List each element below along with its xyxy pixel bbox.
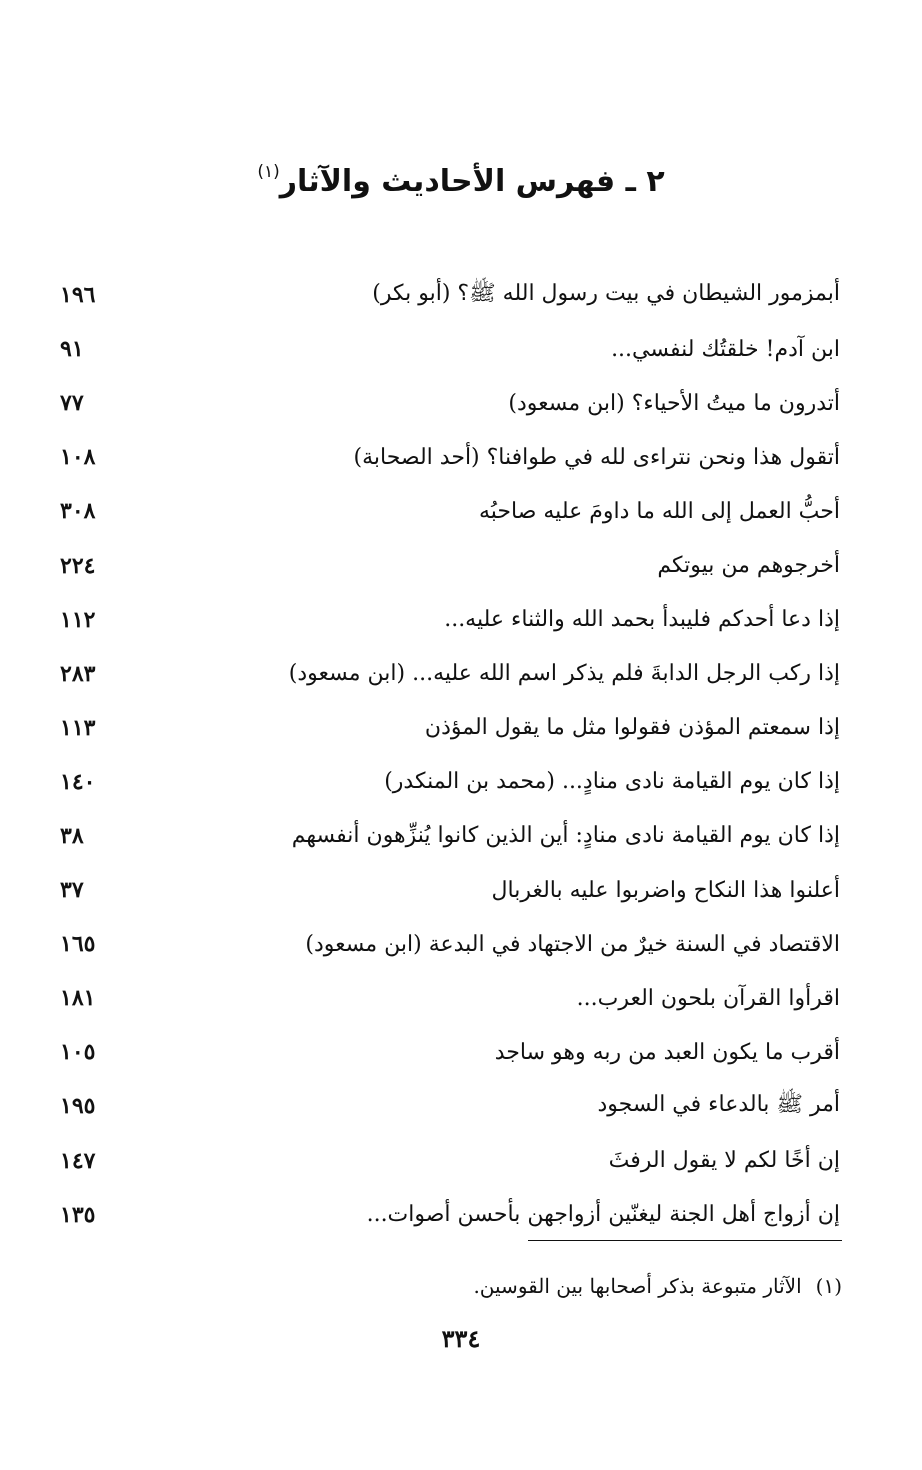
footnote	[142, 1268, 842, 1304]
index-entry	[60, 1134, 840, 1188]
index-entry	[60, 701, 840, 755]
index-entry	[60, 484, 840, 538]
entry-page-number: ٢٢٤	[60, 552, 96, 579]
index-entry	[60, 430, 840, 484]
index-entry	[60, 755, 840, 809]
entry-text: اقرأوا القرآن بلحون العرب...	[576, 985, 840, 1011]
entry-page-number: ١١٣	[60, 714, 96, 741]
index-entry	[60, 809, 840, 863]
entry-text: أخرجوهم من بيوتكم	[657, 553, 840, 579]
index-entry	[60, 1188, 840, 1242]
entry-text: الاقتصاد في السنة خيرٌ من الاجتهاد في البدعة (ابن مسعود)	[305, 931, 840, 957]
hadith-index-list	[60, 268, 840, 1242]
index-entry	[60, 863, 840, 917]
entry-page-number: ٣٧	[60, 877, 84, 904]
index-entry	[60, 647, 840, 701]
entry-text: أحبُّ العمل إلى الله ما داومَ عليه صاحبُه	[478, 498, 840, 524]
entry-page-number: ٢٨٣	[60, 660, 96, 687]
page-title	[0, 150, 922, 204]
entry-page-number: ١٤٧	[60, 1147, 96, 1174]
entry-page-number: ١٠٥	[60, 1039, 96, 1066]
entry-text: إذا سمعتم المؤذن فقولوا مثل ما يقول المؤذن	[424, 715, 840, 741]
title-text: ٢ ـ فهرس الأحاديث والآثار	[279, 164, 665, 199]
index-entry	[60, 376, 840, 430]
entry-page-number: ١١٢	[60, 606, 96, 633]
entry-text: إذا كان يوم القيامة نادى منادٍ... (محمد بن المنكدر)	[384, 769, 840, 795]
entry-text: أتقول هذا ونحن نتراءى لله في طوافنا؟ (أحد الصحابة)	[353, 444, 840, 470]
footnote-text: الآثار متبوعة بذكر أصحابها بين القوسين.	[473, 1274, 802, 1298]
index-entry	[60, 971, 840, 1025]
entry-page-number: ١٣٥	[60, 1201, 96, 1228]
entry-page-number: ١٦٥	[60, 931, 96, 958]
entry-page-number: ١٩٦	[60, 282, 96, 309]
entry-text: إذا دعا أحدكم فليبدأ بحمد الله والثناء عليه...	[444, 607, 840, 633]
index-entry	[60, 1079, 840, 1133]
entry-text: إذا كان يوم القيامة نادى منادٍ: أين الذين كانوا يُنزِّهون أنفسهم	[291, 823, 840, 849]
entry-page-number: ١٤٠	[60, 768, 96, 795]
index-entry	[60, 538, 840, 592]
index-entry	[60, 1025, 840, 1079]
footnote-divider	[528, 1240, 842, 1241]
entry-text: أبمزمور الشيطان في بيت رسول الله ﷺ؟ (أبو بكر)	[372, 281, 840, 307]
entry-text: أعلنوا هذا النكاح واضربوا عليه بالغربال	[491, 877, 840, 903]
entry-page-number: ١٨١	[60, 985, 96, 1012]
index-entry	[60, 268, 840, 322]
entry-text: إن أخًا لكم لا يقول الرفثَ	[608, 1148, 840, 1174]
entry-text: أقرب ما يكون العبد من ربه وهو ساجد	[494, 1039, 840, 1065]
entry-text: ابن آدم! خلقتُك لنفسي...	[611, 336, 840, 362]
entry-page-number: ٩١	[60, 336, 84, 363]
entry-page-number: ١٠٨	[60, 444, 96, 471]
title-footnote-ref: (١)	[257, 162, 280, 182]
entry-text: أمر ﷺ بالدعاء في السجود	[597, 1092, 840, 1118]
entry-page-number: ١٩٥	[60, 1093, 96, 1120]
entry-page-number: ٣٠٨	[60, 498, 96, 525]
entry-text: إن أزواج أهل الجنة ليغنّين أزواجهن بأحسن أصوات...	[366, 1202, 840, 1228]
index-entry	[60, 593, 840, 647]
footnote-mark: (١)	[815, 1274, 842, 1298]
page-number: ٣٣٤	[441, 1324, 481, 1353]
index-entry	[60, 917, 840, 971]
entry-page-number: ٣٨	[60, 822, 84, 849]
index-entry	[60, 322, 840, 376]
entry-text: إذا ركب الرجل الدابةَ فلم يذكر اسم الله عليه... (ابن مسعود)	[288, 661, 840, 687]
entry-page-number: ٧٧	[60, 390, 84, 417]
entry-text: أتدرون ما ميتُ الأحياء؟ (ابن مسعود)	[508, 390, 840, 416]
